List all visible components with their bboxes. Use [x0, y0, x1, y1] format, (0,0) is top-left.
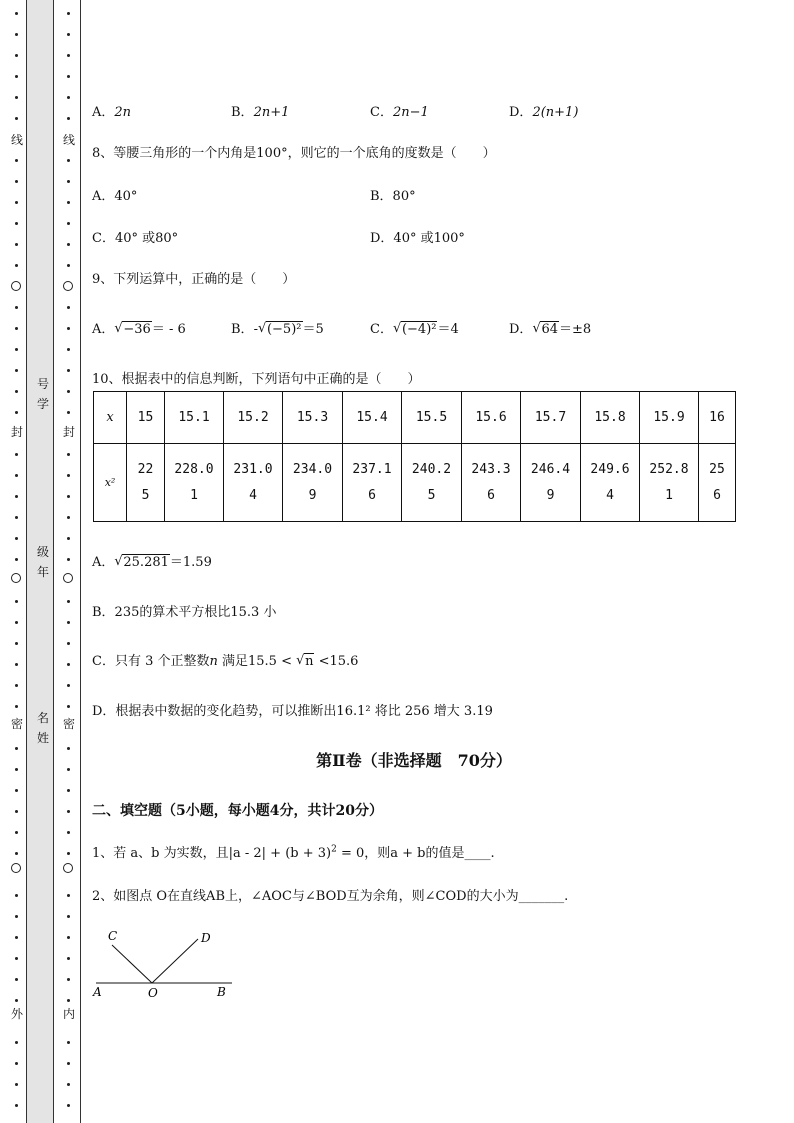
table-cell: 15.5 [402, 392, 462, 444]
outer-label-feng: 封 [10, 425, 23, 439]
binding-dot [67, 264, 70, 267]
binding-dot [15, 96, 18, 99]
sqrt-sign: √ −36 [114, 322, 151, 337]
table-cell: 234.0 9 [283, 444, 343, 522]
binding-dot [15, 390, 18, 393]
binding-dot [67, 54, 70, 57]
binding-dot [67, 201, 70, 204]
binding-dot [67, 516, 70, 519]
binding-dot [15, 1083, 18, 1086]
binding-dot [67, 621, 70, 624]
sqrt-sign: √ 25.281 [114, 555, 170, 570]
q7-option-b: B．2n+1 [231, 105, 290, 120]
q9-option-a: A．√ −36＝ - 6 [92, 318, 186, 337]
binding-dot [67, 810, 70, 813]
binding-dot [15, 33, 18, 36]
outer-label-wai: 外 [10, 1007, 23, 1021]
binding-dot [15, 306, 18, 309]
q10-option-c: C．只有 3 个正整数n 满足15.5 < √ n <15.6 [92, 650, 358, 669]
binding-dot [15, 243, 18, 246]
table-cell: 15.2 [224, 392, 283, 444]
binding-dot [67, 936, 70, 939]
binding-dot [15, 957, 18, 960]
outer-label-xian: 线 [10, 133, 23, 147]
sqrt-sign: √ 64 [532, 322, 559, 337]
binding-dot [67, 999, 70, 1002]
binding-dot [15, 1041, 18, 1044]
binding-dot [67, 180, 70, 183]
binding-dot [67, 789, 70, 792]
table-cell: 15.9 [640, 392, 699, 444]
binding-dot [15, 327, 18, 330]
q9-option-b: B．-√ (−5)²＝5 [231, 318, 324, 337]
binding-line-inner [80, 0, 81, 1123]
binding-dot [67, 852, 70, 855]
binding-circle [11, 281, 21, 291]
binding-dot [15, 684, 18, 687]
q10-option-b: B．235的算术平方根比15.3 小 [92, 605, 277, 620]
binding-dot [67, 12, 70, 15]
binding-dot [67, 474, 70, 477]
sqrt-sign: √ (−4)² [393, 322, 438, 337]
binding-dot [67, 1083, 70, 1086]
binding-dot [67, 537, 70, 540]
q10-option-d: D．根据表中数据的变化趋势，可以推断出16.1² 将比 256 增大 3.19 [92, 704, 493, 719]
binding-dot [15, 264, 18, 267]
q8-stem: 8、等腰三角形的一个内角是100°，则它的一个底角的度数是（ ） [92, 146, 496, 161]
binding-line-left [26, 0, 27, 1123]
binding-dot [15, 474, 18, 477]
binding-dot [67, 369, 70, 372]
q10-option-a: A．√ 25.281＝1.59 [92, 551, 212, 570]
q8-option-d: D．40° 或100° [370, 231, 465, 246]
field-label-class-1: 级 [36, 545, 49, 559]
binding-dot [15, 369, 18, 372]
q7-option-d: D．2(n+1) [509, 105, 579, 120]
binding-dot [67, 96, 70, 99]
binding-dot [15, 663, 18, 666]
table-cell: 231.0 4 [224, 444, 283, 522]
ray-oc [112, 945, 152, 983]
table-cell: 249.6 4 [581, 444, 640, 522]
table-cell: 15 [127, 392, 165, 444]
binding-dot [15, 600, 18, 603]
q7-option-c: C．2n−1 [370, 105, 429, 120]
binding-dot [67, 306, 70, 309]
field-label-id-2: 学 [36, 397, 49, 411]
sqrt-sign: √ n [296, 654, 314, 669]
binding-dot [15, 999, 18, 1002]
binding-dot [67, 558, 70, 561]
binding-gray-strip [26, 0, 53, 1123]
field-label-id-1: 号 [36, 377, 49, 391]
table-row [94, 444, 736, 522]
binding-dot [67, 684, 70, 687]
binding-dot [15, 411, 18, 414]
table-cell: 237.1 6 [343, 444, 402, 522]
table-cell: x [94, 392, 127, 444]
table-cell: x² [94, 444, 127, 522]
binding-dot [67, 243, 70, 246]
binding-dot [67, 1104, 70, 1107]
fill-q2: 2、如图点 O在直线AB上，∠AOC与∠BOD互为余角，则∠COD的大小为_______. [92, 889, 569, 904]
binding-dot [67, 978, 70, 981]
label-d: D [201, 931, 211, 945]
q8-option-b: B．80° [370, 189, 416, 204]
binding-dot [15, 348, 18, 351]
binding-dot [67, 495, 70, 498]
binding-circle [63, 863, 73, 873]
outer-label-mi: 密 [10, 717, 23, 731]
binding-dot [67, 159, 70, 162]
binding-dot [15, 495, 18, 498]
table-cell: 243.3 6 [462, 444, 521, 522]
binding-dot [67, 915, 70, 918]
label-c: C [108, 929, 118, 943]
table-cell: 15.6 [462, 392, 521, 444]
binding-dot [67, 642, 70, 645]
binding-dot [15, 705, 18, 708]
binding-dot [15, 621, 18, 624]
square-table [93, 391, 736, 522]
label-a: A [93, 985, 102, 999]
binding-line-right [53, 0, 54, 1123]
field-label-name-1: 名 [36, 711, 49, 725]
q10-stem: 10、根据表中的信息判断，下列语句中正确的是（ ） [92, 372, 421, 387]
table-cell: 15.7 [521, 392, 581, 444]
binding-circle [63, 281, 73, 291]
inner-label-feng: 封 [62, 425, 75, 439]
binding-dot [15, 222, 18, 225]
binding-dot [15, 537, 18, 540]
table-cell: 15.3 [283, 392, 343, 444]
binding-dot [67, 411, 70, 414]
binding-dot [15, 159, 18, 162]
binding-dot [67, 390, 70, 393]
table-cell: 246.4 9 [521, 444, 581, 522]
binding-dot [15, 894, 18, 897]
binding-dot [15, 75, 18, 78]
binding-dot [67, 831, 70, 834]
table-row [94, 392, 736, 444]
binding-dot [15, 1104, 18, 1107]
binding-dot [15, 789, 18, 792]
inner-label-mi: 密 [62, 717, 75, 731]
binding-dot [67, 348, 70, 351]
binding-circle [63, 573, 73, 583]
binding-dot [67, 453, 70, 456]
binding-dot [15, 12, 18, 15]
table-cell: 15.4 [343, 392, 402, 444]
ray-od [152, 939, 198, 983]
binding-dot [67, 117, 70, 120]
binding-margin [0, 0, 82, 1123]
binding-dot [67, 705, 70, 708]
binding-circle [11, 863, 21, 873]
binding-dot [15, 831, 18, 834]
fill-in-header: 二、填空题（5小题，每小题4分，共计20分） [92, 803, 383, 819]
binding-dot [15, 915, 18, 918]
table-cell: 16 [699, 392, 736, 444]
binding-dot [67, 663, 70, 666]
table-cell: 22 5 [127, 444, 165, 522]
binding-dot [67, 1041, 70, 1044]
binding-dot [67, 75, 70, 78]
binding-dot [67, 600, 70, 603]
field-label-class-2: 年 [36, 565, 49, 579]
binding-dot [15, 558, 18, 561]
binding-dot [15, 852, 18, 855]
label-b: B [217, 985, 226, 999]
sqrt-sign: √ (−5)² [258, 322, 303, 337]
binding-dot [15, 117, 18, 120]
inner-label-nei: 内 [62, 1007, 75, 1021]
table-cell: 15.1 [165, 392, 224, 444]
table-cell: 240.2 5 [402, 444, 462, 522]
binding-dot [15, 810, 18, 813]
binding-dot [15, 453, 18, 456]
label-o: O [148, 986, 158, 1000]
binding-dot [67, 222, 70, 225]
q9-option-d: D．√ 64＝±8 [509, 318, 591, 337]
field-label-name-2: 姓 [36, 731, 49, 745]
q9-stem: 9、下列运算中，正确的是（ ） [92, 272, 296, 287]
table-cell: 25 6 [699, 444, 736, 522]
inner-label-xian: 线 [62, 133, 75, 147]
fill-q1: 1、若 a、b 为实数，且$|a - 2| + (b + 3)^2 = 0$，则a + b的值是____. [92, 844, 495, 861]
q8-option-c: C．40° 或80° [92, 231, 179, 246]
binding-dot [15, 54, 18, 57]
binding-dot [15, 642, 18, 645]
binding-dot [15, 1062, 18, 1065]
table-cell: 252.8 1 [640, 444, 699, 522]
angle-figure [90, 925, 240, 1005]
binding-dot [67, 957, 70, 960]
binding-circle [11, 573, 21, 583]
section-2-title: 第Ⅱ卷（非选择题 70分） [316, 751, 512, 770]
table-cell: 15.8 [581, 392, 640, 444]
binding-dot [15, 201, 18, 204]
binding-dot [67, 327, 70, 330]
binding-dot [15, 978, 18, 981]
binding-dot [15, 936, 18, 939]
q8-option-a: A．40° [92, 189, 138, 204]
binding-dot [67, 33, 70, 36]
q7-option-a: A．2n [92, 105, 132, 120]
table-cell: 228.0 1 [165, 444, 224, 522]
q9-option-c: C．√ (−4)²＝4 [370, 318, 459, 337]
binding-dot [15, 516, 18, 519]
binding-dot [67, 894, 70, 897]
binding-dot [67, 1062, 70, 1065]
binding-dot [15, 180, 18, 183]
